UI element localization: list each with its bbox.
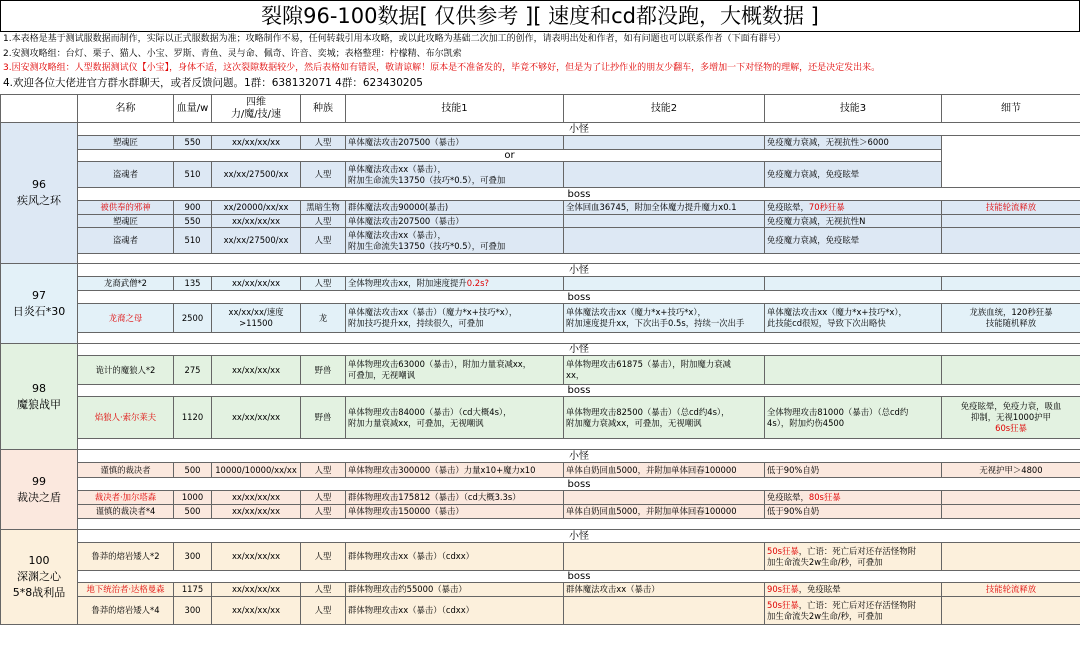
detail-enrage: 60s狂暴 [995,423,1027,433]
skill-2: 全体回血36745，附加全体魔力提升魔力x0.1 [564,201,765,215]
monster-hp: 510 [174,162,212,188]
skill-3-part1: 免疫眩晕， [767,492,809,502]
f99-boss-label-row [1,478,1080,491]
skill-1-line2: 附加力量衰减xx，可叠加，无视嘲讽 [348,417,484,428]
boss-name: 被供奉的邪神 [78,201,174,215]
monster-name: 盗魂者 [78,162,174,188]
skill-2 [564,597,765,625]
skill-2 [564,277,765,291]
table-row [1,228,1080,254]
section-minion: 小怪 [78,264,1080,277]
detail [942,543,1080,571]
monster-race: 人型 [301,215,346,228]
skill-2 [564,356,765,385]
skill-3-line1: 全体物理攻击81000（暴击）（总cd约 [767,406,909,417]
monster-name: 谨慎的裁决者 [78,463,174,478]
skill-1: 群体物理攻击约55000（暴击） [346,583,564,597]
monster-race: 人型 [301,543,346,571]
skill-1-line1: 单体魔法攻击xx（暴击）（魔力*x+技巧*x）， [348,307,518,317]
floor-100-number: 100 [28,554,50,567]
skill-1-part1: 全体物理攻击xx，附加速度提升 [348,278,467,288]
table-row [1,356,1080,385]
skill-2: 单体自奶回血5000，并附加单体回春100000 [564,463,765,478]
monster-stats: xx/xx/xx/xx [212,356,301,385]
monster-hp: 300 [174,597,212,625]
header-stats-line2: 力/魔/技/速 [230,108,282,120]
skill-1-line2: 附加技巧提升xx，持续很久，可叠加 [348,318,484,328]
skill-1: 单体物理攻击150000（暴击） [346,505,564,519]
skill-3 [765,597,942,625]
table-row [1,505,1080,519]
monster-name: 鲁莽的熔岩矮人*4 [78,597,174,625]
monster-hp: 500 [174,505,212,519]
table-row [1,491,1080,505]
skill-1 [346,397,564,439]
monster-hp: 500 [174,463,212,478]
boss-name: 地下统治者·达格曼森 [78,583,174,597]
table-row [1,597,1080,625]
detail: 技能轮流释放 [942,201,1080,215]
section-minion: 小怪 [78,450,1080,463]
section-boss: boss [78,291,1080,304]
detail-line1: 免疫眩晕，免疫力衰，吸血 [960,401,1062,411]
skill-3: 免疫魔力衰减，免疫眩晕 [765,162,942,188]
skill-2 [564,215,765,228]
skill-3 [765,397,942,439]
skill-3: 免疫魔力衰减，无视抗性＞6000 [765,136,942,150]
f100-boss-label-row [1,571,1080,583]
skill-1: 群体物理攻击175812（暴击）（cd大概3.3s） [346,491,564,505]
skill-3: 低于90%自奶 [765,463,942,478]
section-boss: boss [78,385,1080,397]
boss-name: 焰狼人·索尔莱夫 [78,397,174,439]
monster-hp: 275 [174,356,212,385]
floor-99-number: 99 [32,474,46,488]
monster-hp: 1120 [174,397,212,439]
monster-hp: 300 [174,543,212,571]
detail-line1: 龙族血统，120秒狂暴 [969,307,1053,317]
note-2: 2.安测攻略组：台灯、栗子、猫人、小宝、罗斯、青鱼、灵与命、佩奇、许音、奕城；表格整理：柠檬精、布尔凯索 [3,48,462,59]
notes-block [0,32,1080,90]
section-minion: 小怪 [78,123,1080,136]
monster-name: 盗魂者 [78,228,174,254]
f96-boss-label-row [1,188,1080,201]
skill-3 [765,356,942,385]
monster-race: 人型 [301,583,346,597]
table-row [1,583,1080,597]
monster-hp: 1000 [174,491,212,505]
floor-98-number: 98 [32,381,46,395]
skill-2 [564,136,765,150]
skill-3 [765,201,942,215]
skill-3 [765,583,942,597]
monster-stats: xx/xx/xx/xx [212,505,301,519]
skill-2 [564,304,765,333]
floor-97-name: 日炎石*30 [12,304,66,318]
monster-race: 人型 [301,463,346,478]
skill-3 [765,491,942,505]
skill-2 [564,543,765,571]
detail [942,304,1080,333]
f99-spacer [1,519,1080,530]
skill-1-line2: 可叠加，无视嘲讽 [348,370,415,380]
monster-race: 人型 [301,136,346,150]
f96-spacer [1,254,1080,264]
skill-1: 单体魔法攻击207500（暴击） [346,215,564,228]
skill-3-line2: 4s），附加灼伤4500 [767,417,845,428]
monster-hp: 135 [174,277,212,291]
detail-line2: 抑制，无视1000护甲 [971,412,1051,422]
skill-1-line1: 单体物理攻击84000（暴击）（cd大概4s）， [348,406,512,417]
monster-name: 谨慎的裁决者*4 [78,505,174,519]
skill-1-line1: 单体魔法攻击xx（暴击）， [348,163,446,174]
monster-hp: 510 [174,228,212,254]
skill-3: 免疫魔力衰减，免疫眩晕 [765,228,942,254]
skill-2 [564,491,765,505]
header-stats-line1: 四维 [246,96,266,108]
detail-line2: 技能随机释放 [985,318,1037,328]
skill-2-line2: xx， [566,370,585,380]
note-1: 1.本表格是基于测试服数据而制作，实际以正式服数据为准；攻略制作不易，任何转载引用本攻略，或以此攻略为基础二次加工的创作，请表明出处和作者，如有问题也可以联系作者（下面有群号） [3,34,786,44]
monster-hp: 550 [174,215,212,228]
monster-stats: xx/xx/xx/xx [212,583,301,597]
header-name: 名称 [78,95,174,123]
skill-2-line2: 附加速度提升xx，下次出手0.5s，持续一次出手 [566,318,745,328]
monster-stats: xx/xx/xx/xx [212,136,301,150]
monster-stats: 10000/10000/xx/xx [212,463,301,478]
skill-3: 低于90%自奶 [765,505,942,519]
header-skill1: 技能1 [346,95,564,123]
header-skill3: 技能3 [765,95,942,123]
monster-stats: xx/xx/xx/xx [212,597,301,625]
enrage-text: 50s狂暴 [767,599,799,610]
detail [942,356,1080,385]
monster-name: 诡计的魔狼人*2 [78,356,174,385]
monster-race: 人型 [301,597,346,625]
table-row [1,162,1080,188]
detail [942,505,1080,519]
table-row [1,304,1080,333]
floor-100-label [1,530,78,625]
skill-1-line1: 单体魔法攻击xx（暴击）， [348,229,446,240]
header-race: 种族 [301,95,346,123]
detail [942,215,1080,228]
detail [942,397,1080,439]
monster-race: 龙 [301,304,346,333]
f98-boss-label-row [1,385,1080,397]
monster-race: 人型 [301,228,346,254]
floor-96-number: 96 [32,178,46,191]
skill-1: 群体魔法攻击90000(暴击) [346,201,564,215]
or-label: or [78,150,942,162]
sheet-title: 裂隙96-100数据[ 仅供参考 ][ 速度和cd都没跑，大概数据 ] [0,0,1080,32]
monster-hp: 900 [174,201,212,215]
skill-1: 单体物理攻击300000（暴击）力量x10+魔力x10 [346,463,564,478]
table-row [1,215,1080,228]
floor-97-number: 97 [32,288,46,302]
enrage-text: 90s狂暴 [767,584,799,594]
skill-3-line1: 单体魔法攻击xx（魔力*x+技巧*x）， [767,307,907,317]
detail [942,277,1080,291]
floor-96-label [1,123,78,264]
skill-3-part2: ，亡语：死亡后对还存活怪物附 [798,545,917,556]
monster-name: 塑魂匠 [78,215,174,228]
monster-race: 黑暗生物 [301,201,346,215]
skill-3 [765,277,942,291]
skill-2-line1: 单体物理攻击82500（暴击）（总cd约4s）， [566,406,730,417]
section-minion: 小怪 [78,530,1080,543]
skill-3-line2: 加生命流失2w生命/秒，可叠加 [767,556,883,567]
monster-stats: xx/20000/xx/xx [212,201,301,215]
skill-2: 单体自奶回血5000，并附加单体回春100000 [564,505,765,519]
floor-98-label [1,344,78,450]
monster-stats: xx/xx/xx/xx [212,215,301,228]
header-hp: 血量/w [174,95,212,123]
floor-98-name: 魔狼战甲 [17,397,61,411]
skill-2-line1: 单体物理攻击61875（暴击），附加魔力衰减 [566,359,731,369]
floor-100-reward: 5*8战利品 [12,586,66,599]
enrage-text: 80s狂暴 [808,492,841,502]
skill-3 [765,304,942,333]
f97-boss-label-row [1,291,1080,304]
skill-1-line2: 附加生命流失13750（技巧*0.5），可叠加 [348,240,506,251]
skill-1: 群体物理攻击xx（暴击）（cdxx） [346,597,564,625]
f97-minion-label-row [1,264,1080,277]
detail [942,597,1080,625]
floor-99-name: 裁决之盾 [17,490,61,504]
skill-2-line1: 单体魔法攻击xx（魔力*x+技巧*x）， [566,307,706,317]
table-row [1,201,1080,215]
skill-2 [564,228,765,254]
section-minion: 小怪 [78,344,1080,356]
spacer-cell [78,254,1080,264]
skill-2 [564,162,765,188]
f99-minion-label-row [1,450,1080,463]
f98-spacer [1,439,1080,450]
skill-3-line2: 加生命流失2w生命/秒，可叠加 [767,610,883,621]
skill-1-line1: 单体物理攻击63000（暴击），附加力量衰减xx， [348,359,532,369]
monster-stats: xx/xx/xx/xx [212,543,301,571]
note-3: 3.因安测攻略组：人型数据测试仪【小宝】，身体不适，这次裂隙数据较少，然后表格如有错误，敬请谅解！原本是不准备发的，毕竟不够好，但是为了让抄作业的朋友少翻车，多增加一下对怪物的理解，还是决定发出来。 [3,63,881,73]
table-row [1,543,1080,571]
skill-3 [765,543,942,571]
skill-3-part1: 免疫眩晕， [767,202,809,212]
floor-100-name: 深渊之心 [17,570,61,583]
note-4: 4.欢迎各位大佬进官方群水群聊天，或者反馈问题。1群：638132071 4群：623430205 [3,76,423,89]
monster-stats: xx/xx/xx/xx [212,277,301,291]
f98-minion-label-row [1,344,1080,356]
monster-hp: 1175 [174,583,212,597]
speed-buff-value: 0.2s? [466,278,489,288]
detail [942,228,1080,254]
boss-name: 裁决者·加尔塔森 [78,491,174,505]
or-row [1,150,1080,162]
floor-99-label [1,450,78,530]
boss-name: 龙裔之母 [78,304,174,333]
detail [942,136,1080,188]
skill-1 [346,304,564,333]
skill-1-line2: 附加生命流失13750（技巧*0.5），可叠加 [348,174,506,185]
monster-hp: 2500 [174,304,212,333]
spacer-cell [78,439,1080,450]
header-stats [212,95,301,123]
monster-stats: xx/xx/27500/xx [212,228,301,254]
skill-3-line2: 此技能cd很短，导致下次出略快 [767,318,886,328]
header-blank [1,95,78,123]
enrage-text: 70秒狂暴 [808,202,845,212]
enrage-text: 50s狂暴 [767,545,799,556]
skill-3-part2: ，亡语：死亡后对还存活怪物附 [798,599,917,610]
f96-minion-label-row [1,123,1080,136]
f97-spacer [1,333,1080,344]
skill-2: 群体魔法攻击xx（暴击） [564,583,765,597]
monster-stats: xx/xx/xx/速度>11500 [212,304,301,333]
skill-2-line2: 附加魔力衰减xx，可叠加，无视嘲讽 [566,417,702,428]
header-skill2: 技能2 [564,95,765,123]
skill-1: 群体物理攻击xx（暴击）（cdxx） [346,543,564,571]
monster-hp: 550 [174,136,212,150]
skill-1 [346,228,564,254]
detail [942,491,1080,505]
table-row [1,277,1080,291]
table-row [1,463,1080,478]
skill-2 [564,397,765,439]
monster-stats: xx/xx/xx/xx [212,491,301,505]
table-row [1,397,1080,439]
header-row [1,95,1080,123]
spacer-cell [78,519,1080,530]
skill-1 [346,356,564,385]
monster-stats: xx/xx/27500/xx [212,162,301,188]
spacer-cell [78,333,1080,344]
skill-3-part2: ，免疫眩晕 [798,584,841,594]
monster-race: 野兽 [301,356,346,385]
monster-race: 人型 [301,491,346,505]
section-boss: boss [78,478,1080,491]
monster-race: 野兽 [301,397,346,439]
skill-3: 免疫魔力衰减，无视抗性N [765,215,942,228]
monster-race: 人型 [301,277,346,291]
monster-name: 龙裔武僧*2 [78,277,174,291]
monster-name: 塑魂匠 [78,136,174,150]
monster-race: 人型 [301,505,346,519]
monster-name: 鲁莽的熔岩矮人*2 [78,543,174,571]
skill-1 [346,162,564,188]
section-boss: boss [78,571,1080,583]
monster-race: 人型 [301,162,346,188]
boss-data-table [0,94,1080,625]
table-row [1,136,1080,150]
header-detail: 细节 [942,95,1080,123]
section-boss: boss [78,188,1080,201]
detail: 无视护甲＞4800 [942,463,1080,478]
floor-96-name: 疾风之环 [17,194,61,207]
monster-stats: xx/xx/xx/xx [212,397,301,439]
skill-1: 单体魔法攻击207500（暴击） [346,136,564,150]
skill-1 [346,277,564,291]
floor-97-label [1,264,78,344]
f100-minion-label-row [1,530,1080,543]
detail: 技能轮流释放 [942,583,1080,597]
